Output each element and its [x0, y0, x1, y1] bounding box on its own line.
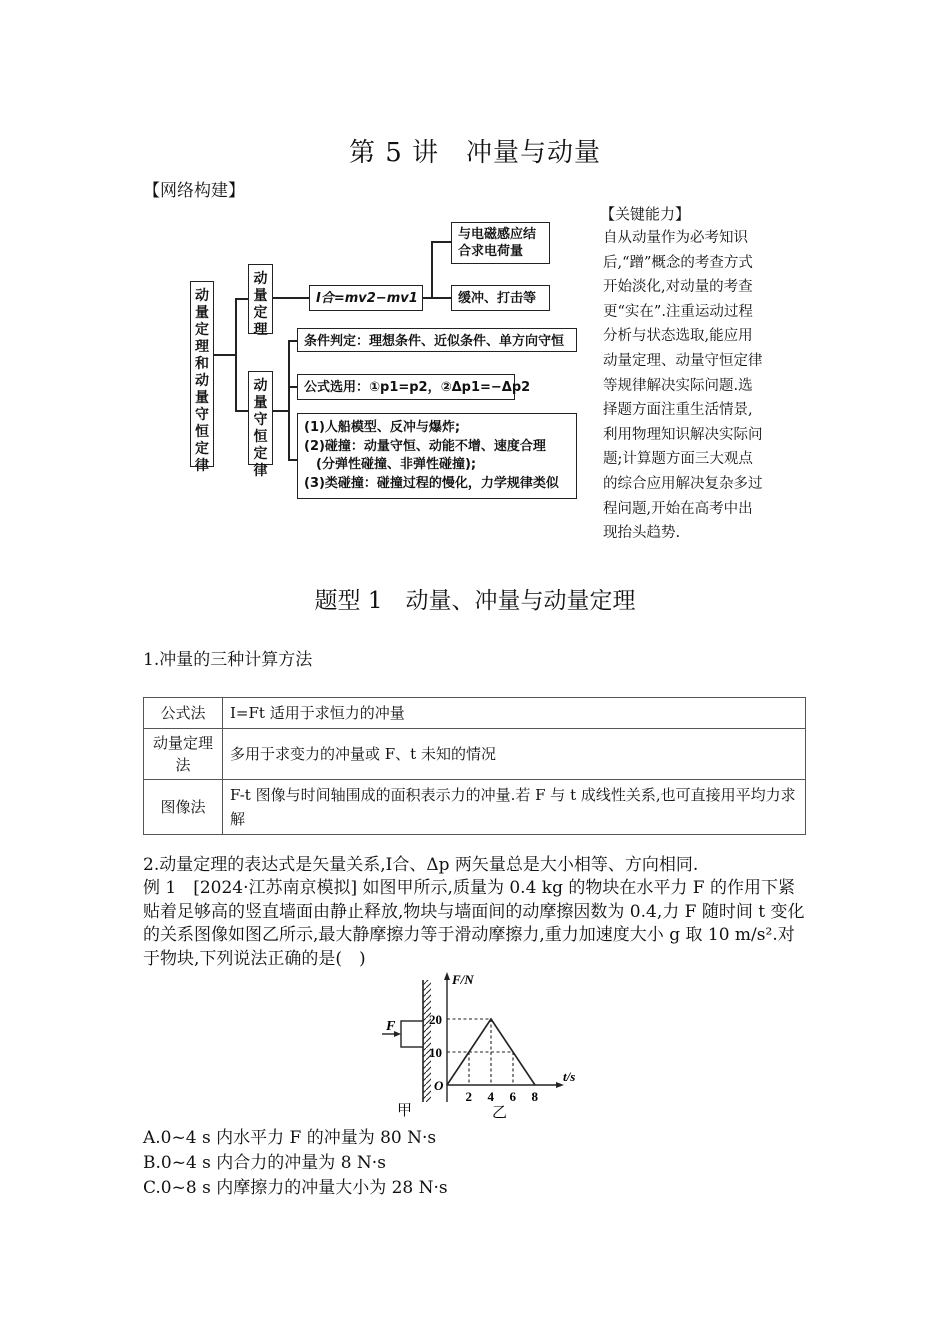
option-a: A.0~4 s 内水平力 F 的冲量为 80 N·s	[143, 1128, 437, 1148]
diagram-models-line1: (1)人船模型、反冲与爆炸;	[304, 420, 461, 435]
y-axis-arrowhead	[444, 972, 450, 980]
diagram-models-box	[297, 413, 577, 499]
force-label: F	[386, 1019, 396, 1034]
diagram-formula-box	[309, 285, 423, 311]
concept-diagram	[0, 0, 950, 520]
x-tick-6: 6	[509, 1089, 516, 1104]
table-desc: 多用于求变力的冲量或 F、t 未知的情况	[223, 729, 806, 780]
example-figure	[360, 970, 600, 1122]
table-row	[144, 698, 806, 729]
diagram-models-line2: (2)碰撞：动量守恒、动能不增、速度合理	[304, 438, 546, 454]
x-tick-8: 8	[531, 1089, 538, 1104]
key-ability-text: 自从动量作为必考知识后,“蹭”概念的考查方式开始淡化,对动量的考查更“实在”.注重运动过程分析与状态选取,能应用动量定理、动量守恒定律等规律解决实际问题.选择题方面注重生活情景,利用物理知识解决实际问题;计算题方面三大观点的综合应用解决复杂多过程问题,开始在高考中出现抬头趋势.	[603, 230, 763, 542]
diagram-formula-text: I合=mv2−mv1	[316, 291, 418, 306]
diagram-conservation-text: 动量守恒定律	[253, 378, 268, 479]
wall-hatch	[423, 980, 431, 1102]
network-label: 【网络构建】	[143, 181, 245, 201]
section-heading: 题型 1 动量、冲量与动量定理	[314, 588, 636, 614]
table-row	[144, 780, 806, 835]
diagram-theorem-text: 动量定理	[253, 271, 268, 338]
diagram-formula-select-text: 公式选用：①p1=p2，②Δp1=−Δp2	[304, 380, 531, 395]
diagram-formula-select-box	[297, 374, 531, 400]
diagram-app2-text: 缓冲、打击等	[458, 291, 537, 306]
diagram-root-text: 动量定理和动量守恒定律	[195, 288, 209, 474]
table-desc: F-t 图像与时间轴围成的面积表示力的冲量.若 F 与 t 成线性关系,也可直接用平均力求解	[223, 780, 806, 835]
methods-table	[143, 697, 806, 835]
table-key: 动量定理法	[144, 729, 223, 780]
diagram-models-line4: (3)类碰撞：碰撞过程的慢化，力学规律类似	[304, 475, 559, 491]
key-ability-heading: 【关键能力】	[600, 205, 691, 223]
diagram-condition-text: 条件判定：理想条件、近似条件、单方向守恒	[304, 334, 565, 349]
x-tick-2: 2	[465, 1089, 472, 1104]
diagram-theorem-box	[248, 264, 273, 338]
origin-label: O	[434, 1078, 444, 1093]
table-key: 图像法	[144, 780, 223, 835]
diagram-root-box	[190, 281, 214, 474]
diagram-models-line3: (分弹性碰撞、非弹性碰撞);	[316, 457, 477, 472]
y-tick-10: 10	[429, 1045, 442, 1060]
table-row	[144, 729, 806, 780]
label-jia: 甲	[397, 1103, 413, 1119]
diagram-app1-line1: 与电磁感应结	[458, 227, 537, 242]
x-tick-4: 4	[487, 1089, 494, 1104]
diagram-app1-line2: 合求电荷量	[458, 244, 524, 259]
label-yi: 乙	[492, 1105, 508, 1121]
y-axis-label: F/N	[452, 972, 474, 987]
table-key: 公式法	[144, 698, 223, 729]
table-desc: I=Ft 适用于求恒力的冲量	[223, 698, 806, 729]
point-2: 2.动量定理的表达式是矢量关系,I合、Δp 两矢量总是大小相等、方向相同.	[143, 855, 699, 875]
block	[401, 1021, 423, 1047]
point-1: 1.冲量的三种计算方法	[143, 650, 313, 670]
option-c: C.0~8 s 内摩擦力的冲量大小为 28 N·s	[143, 1178, 448, 1198]
y-tick-20: 20	[429, 1012, 442, 1027]
plot-area	[447, 1019, 535, 1085]
example-text: 例 1 [2024·江苏南京模拟] 如图甲所示,质量为 0.4 kg 的物块在水平力 F 的作用下紧贴着足够高的竖直墙面由静止释放,物块与墙面间的动摩擦因数为 0.4,力 F 随时间 t 变化的关系图像如图乙所示,最大静摩擦力等于滑动摩擦力,重力加速度大小 g 取 10 m/s².对于物块,下列说法正确的是( )	[143, 878, 805, 969]
option-b: B.0~4 s 内合力的冲量为 8 N·s	[143, 1153, 386, 1173]
diagram-condition-box	[297, 328, 577, 352]
diagram-app1-box	[451, 222, 550, 264]
diagram-conservation-box	[248, 371, 273, 479]
page-title: 第 5 讲 冲量与动量	[348, 138, 602, 168]
diagram-app2-box	[451, 285, 550, 311]
x-axis-label: t/s	[563, 1069, 576, 1084]
